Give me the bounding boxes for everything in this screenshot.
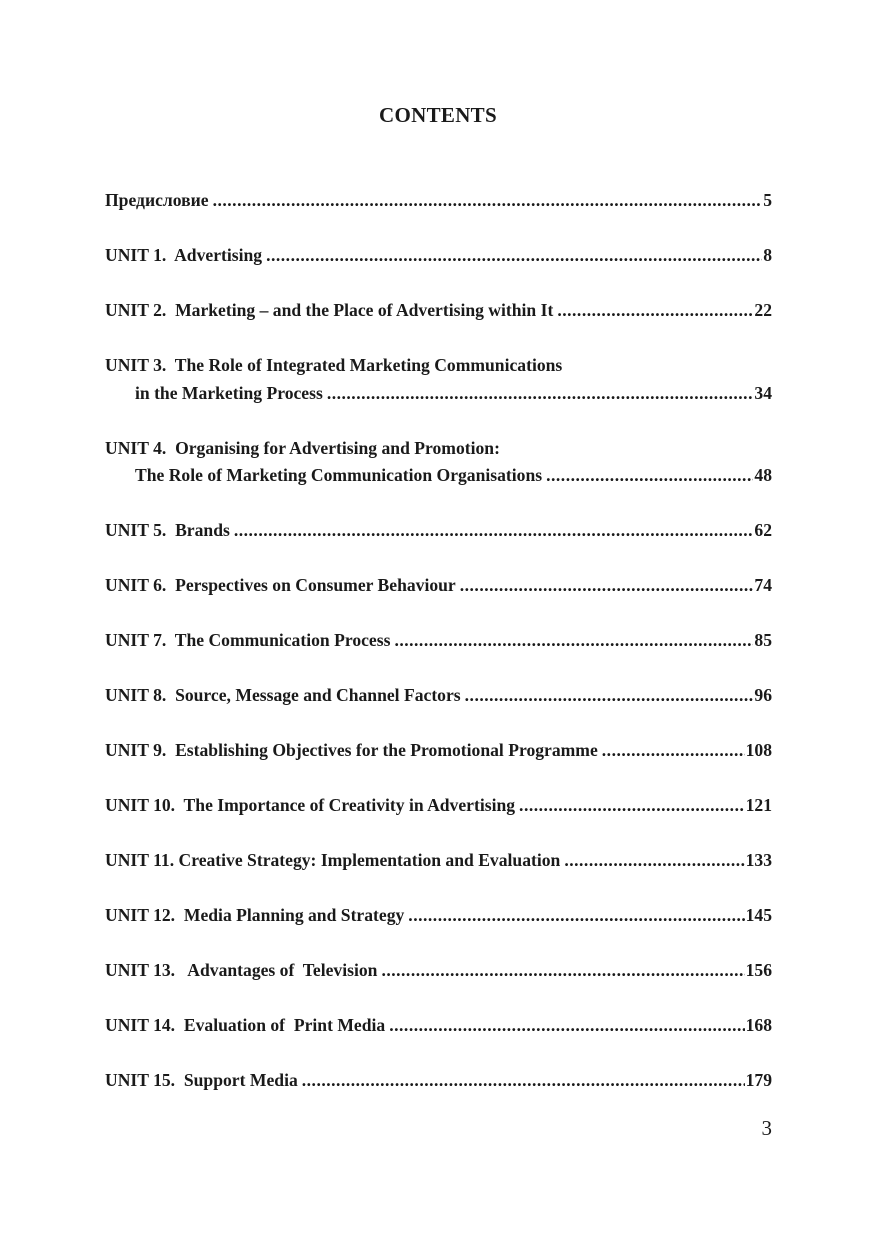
page-number: 3 bbox=[761, 1116, 772, 1140]
dot-leader bbox=[465, 682, 754, 710]
dot-leader bbox=[234, 517, 754, 545]
toc-entry-title: Предисловие bbox=[105, 190, 209, 210]
toc-entry-line bbox=[105, 462, 772, 490]
toc-page-number: 34 bbox=[754, 382, 772, 403]
toc-entry-title: UNIT 12. Media Planning and Strategy bbox=[105, 905, 405, 925]
toc-entry bbox=[105, 435, 772, 490]
toc-entry-line bbox=[105, 1067, 772, 1095]
toc-entry bbox=[105, 847, 772, 875]
toc-page-number: 22 bbox=[754, 300, 772, 320]
dot-leader bbox=[394, 627, 753, 655]
toc-page-number: 85 bbox=[754, 630, 772, 650]
toc-entry bbox=[105, 902, 772, 930]
toc-entry-line bbox=[105, 1012, 772, 1040]
toc-page-number: 8 bbox=[763, 245, 772, 265]
toc-entry bbox=[105, 517, 772, 545]
toc-entry-line bbox=[105, 517, 772, 545]
toc-entry-title: UNIT 6. Perspectives on Consumer Behaviour bbox=[105, 575, 456, 595]
toc-entry-line bbox=[105, 627, 772, 655]
dot-leader bbox=[381, 957, 744, 985]
toc-entry-line bbox=[105, 572, 772, 600]
dot-leader bbox=[557, 297, 753, 325]
toc-entry-line bbox=[105, 242, 772, 270]
toc-entry-line bbox=[105, 380, 772, 408]
toc-page-number: 108 bbox=[745, 740, 772, 760]
toc-entry bbox=[105, 627, 772, 655]
toc-entry-title: UNIT 9. Establishing Objectives for the Promotional Programme bbox=[105, 740, 598, 760]
toc-entry-title: UNIT 2. Marketing – and the Place of Advertising within It bbox=[105, 300, 554, 320]
toc-page-number: 74 bbox=[754, 575, 772, 595]
dot-leader bbox=[327, 380, 754, 408]
toc-entry-title: UNIT 3. The Role of Integrated Marketing Communications bbox=[105, 355, 563, 375]
toc-entry-title: UNIT 8. Source, Message and Channel Factors bbox=[105, 685, 461, 705]
dot-leader bbox=[546, 462, 753, 490]
toc-entry-line bbox=[105, 957, 772, 985]
toc-entry-line bbox=[105, 737, 772, 765]
toc-entry-line bbox=[105, 297, 772, 325]
toc-entry-title: UNIT 15. Support Media bbox=[105, 1070, 298, 1090]
toc-entry bbox=[105, 682, 772, 710]
page-title: CONTENTS bbox=[379, 103, 497, 127]
toc-page-number: 48 bbox=[754, 465, 772, 485]
toc-entry-title: UNIT 5. Brands bbox=[105, 520, 230, 540]
dot-leader bbox=[213, 187, 763, 215]
toc-page-number: 168 bbox=[745, 1015, 772, 1035]
dot-leader bbox=[564, 847, 744, 875]
toc-entry-title: UNIT 7. The Communication Process bbox=[105, 630, 391, 650]
toc-entry-title: UNIT 4. Organising for Advertising and Promotion: bbox=[105, 437, 500, 458]
toc-page-number: 133 bbox=[745, 850, 772, 870]
toc-entry-line bbox=[105, 682, 772, 710]
dot-leader bbox=[408, 902, 744, 930]
toc-entry-line bbox=[105, 902, 772, 930]
dot-leader bbox=[389, 1012, 744, 1040]
dot-leader bbox=[602, 737, 745, 765]
toc-page-number: 156 bbox=[745, 960, 772, 980]
toc-entry bbox=[105, 352, 772, 407]
toc-entry bbox=[105, 737, 772, 765]
toc-page-number: 145 bbox=[745, 905, 772, 925]
toc-entry bbox=[105, 297, 772, 325]
toc-entry-title: UNIT 11. Creative Strategy: Implementation and Evaluation bbox=[105, 850, 561, 870]
toc-entry-line bbox=[105, 435, 772, 463]
toc-entry bbox=[105, 1012, 772, 1040]
toc-entry-line bbox=[105, 187, 772, 215]
toc-entry bbox=[105, 572, 772, 600]
toc-page-number: 179 bbox=[745, 1070, 772, 1090]
toc-entry bbox=[105, 957, 772, 985]
toc-entry bbox=[105, 242, 772, 270]
toc-entry-line bbox=[105, 352, 772, 380]
toc-page-number: 5 bbox=[763, 190, 772, 210]
toc-entry-title: UNIT 14. Evaluation of Print Media bbox=[105, 1015, 386, 1035]
toc-entry bbox=[105, 187, 772, 215]
toc-entry-title: UNIT 10. The Importance of Creativity in Advertising bbox=[105, 795, 516, 815]
toc-page-number: 62 bbox=[754, 520, 772, 540]
toc-entry-line bbox=[105, 792, 772, 820]
toc-page-number: 121 bbox=[745, 795, 772, 815]
toc-entry-title: UNIT 13. Advantages of Television bbox=[105, 960, 378, 980]
toc-page-number: 96 bbox=[754, 685, 772, 705]
toc-entry-title: The Role of Marketing Communication Organisations bbox=[135, 465, 543, 485]
dot-leader bbox=[266, 242, 762, 270]
toc-entry-line bbox=[105, 847, 772, 875]
toc-entry bbox=[105, 792, 772, 820]
dot-leader bbox=[460, 572, 754, 600]
toc-entry bbox=[105, 1067, 772, 1095]
toc-entry-title: in the Marketing Process bbox=[135, 382, 323, 403]
table-of-contents bbox=[105, 187, 772, 1122]
dot-leader bbox=[302, 1067, 745, 1095]
dot-leader bbox=[519, 792, 745, 820]
toc-entry-title: UNIT 1. Advertising bbox=[105, 245, 263, 265]
